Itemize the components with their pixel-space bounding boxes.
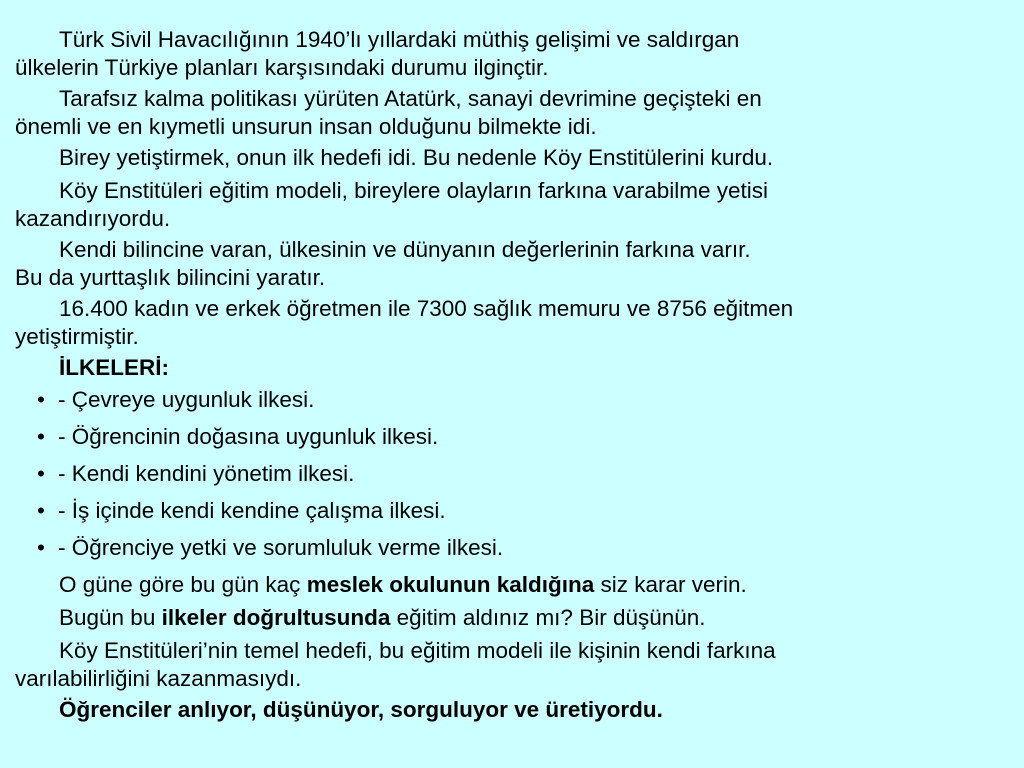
principle-text: - Öğrenciye yetki ve sorumluluk verme ilkesi. [58,535,504,560]
paragraph-neutrality-policy [15,85,994,141]
question-text: siz karar verin. [594,572,747,597]
bullet-icon: • [37,387,45,412]
paragraph-civil-aviation [15,26,994,82]
bullet-icon: • [37,461,45,486]
bullet-icon: • [37,498,45,523]
list-item [37,423,994,451]
list-item [37,386,994,414]
paragraph-core-goal [15,637,994,693]
paragraph-line: Bu da yurttaşlık bilincini yaratır. [15,265,326,290]
closing-statement: Öğrenciler anlıyor, düşünüyor, sorguluyor ve üretiyordu. [59,697,663,722]
bullet-icon: • [37,535,45,560]
paragraph-line: Köy Enstitüleri’nin temel hedefi, bu eğitim modeli ile kişinin kendi farkına [59,638,776,663]
question-text: O güne göre bu gün kaç [59,572,307,597]
principles-heading: İLKELERİ: [59,355,169,380]
paragraph-village-institutes-founded [37,144,994,172]
principle-text: - İş içinde kendi kendine çalışma ilkesi. [58,498,446,523]
question-text: eğitim aldınız mı? Bir düşünün. [390,605,706,630]
paragraph-line: Türk Sivil Havacılığının 1940’lı yıllardaki müthiş gelişimi ve saldırgan [59,27,740,52]
paragraph-line: 16.400 kadın ve erkek öğretmen ile 7300 sağlık memuru ve 8756 eğitmen [59,296,794,321]
bullet-icon: • [37,424,45,449]
question-principles-education [37,604,994,632]
paragraph-line: ülkelerin Türkiye planları karşısındaki durumu ilginçtir. [15,55,549,80]
list-item [37,460,994,488]
principle-text: - Kendi kendini yönetim ilkesi. [58,461,355,486]
question-vocational-schools [37,571,994,599]
paragraph-line: varılabilirliğini kazanmasıydı. [15,666,302,691]
paragraph-line: kazandırıyordu. [15,206,171,231]
question-emphasis: meslek okulunun kaldığına [306,572,595,597]
question-text: Bugün bu [59,605,162,630]
paragraph-line: yetiştirmiştir. [15,324,139,349]
paragraph-education-model [15,177,994,233]
paragraph-citizenship-awareness [15,236,994,292]
list-item [37,497,994,525]
paragraph-line: Tarafsız kalma politikası yürüten Atatürk, sanayi devrimine geçişteki en [59,86,762,111]
question-emphasis: ilkeler doğrultusunda [161,605,391,630]
paragraph-line: önemli ve en kıymetli unsurun insan olduğunu bilmekte idi. [15,114,597,139]
paragraph-line: Köy Enstitüleri eğitim modeli, bireylere olayların farkına varabilme yetisi [59,178,769,203]
paragraph-line: Kendi bilincine varan, ülkesinin ve dünyanın değerlerinin farkına varır. [59,237,751,262]
principle-text: - Öğrencinin doğasına uygunluk ilkesi. [58,424,439,449]
list-item [37,534,994,562]
paragraph-line: Birey yetiştirmek, onun ilk hedefi idi. Bu nedenle Köy Enstitülerini kurdu. [59,145,774,170]
paragraph-graduate-counts [15,295,994,351]
principle-text: - Çevreye uygunluk ilkesi. [58,387,315,412]
principles-list [37,386,994,562]
